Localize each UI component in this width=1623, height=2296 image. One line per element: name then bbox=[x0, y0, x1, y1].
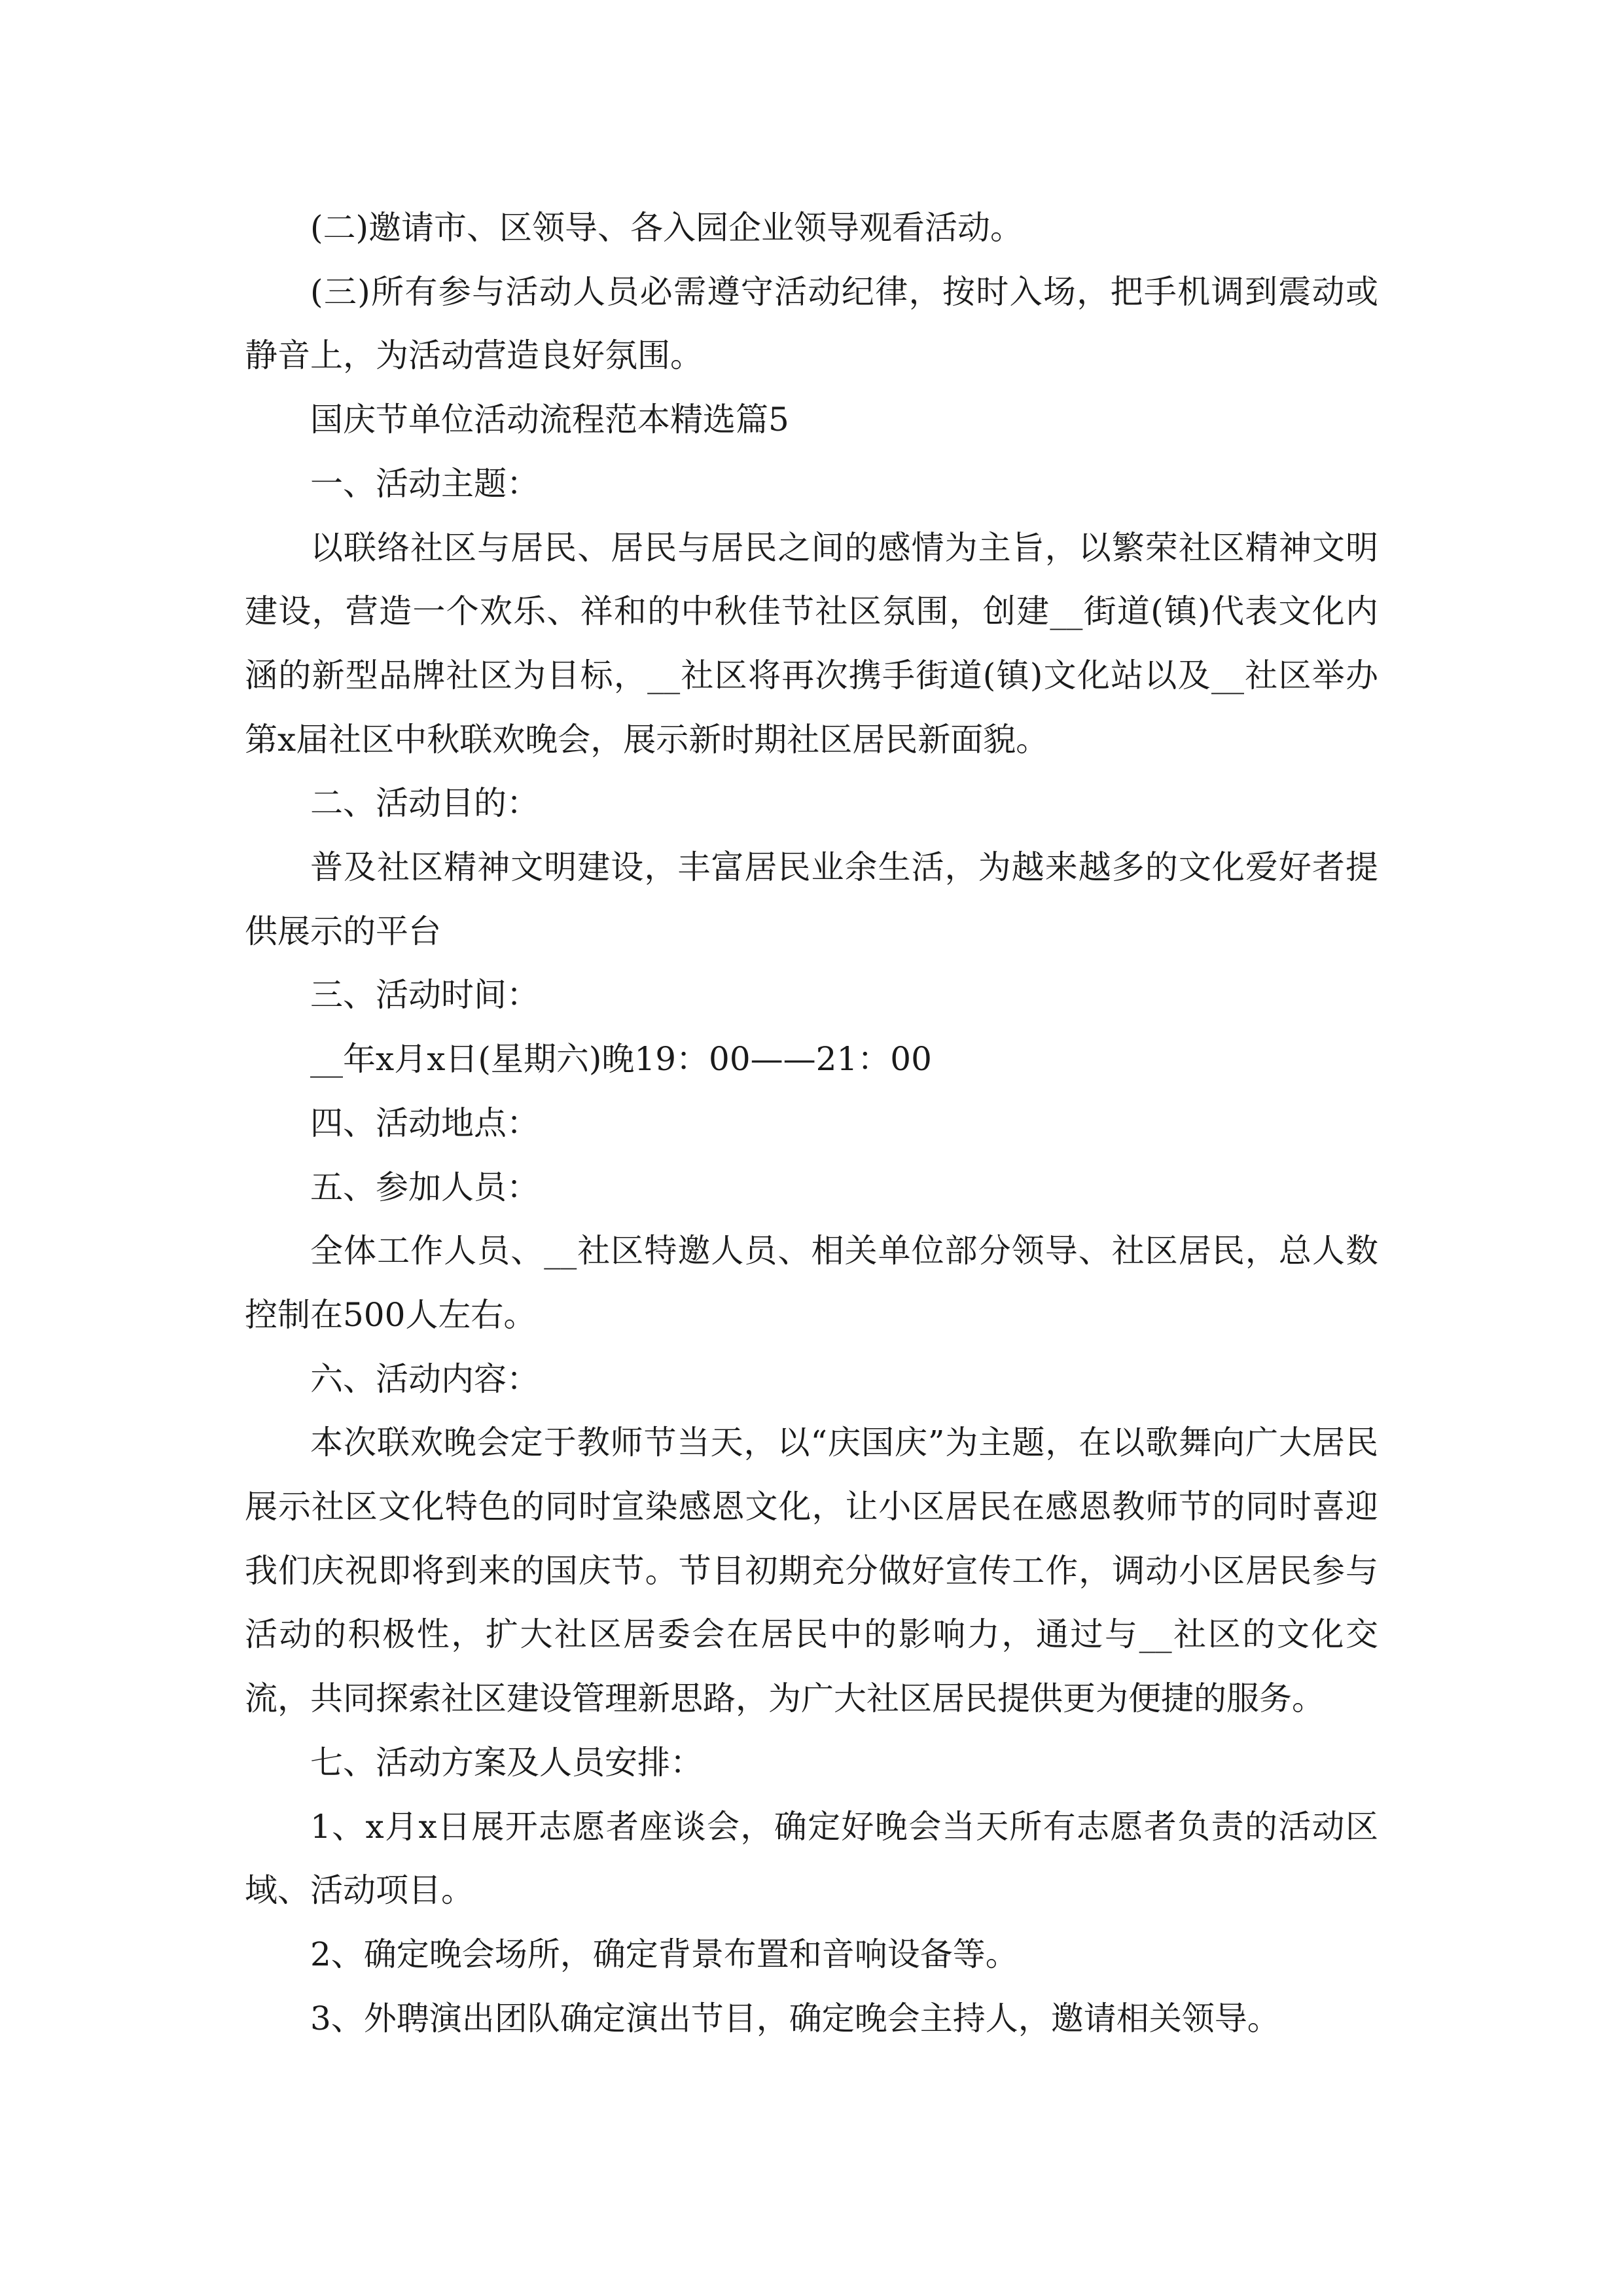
heading-activity-purpose: 二、活动目的： bbox=[310, 784, 539, 823]
paragraph-participants: 全体工作人员、__社区特邀人员、相关单位部分领导、社区居民，总人数控制在500人左右。 bbox=[245, 1232, 1378, 1334]
document-body bbox=[245, 196, 1378, 2051]
heading-participants: 五、参加人员： bbox=[310, 1168, 539, 1206]
list-item-performers: 3、外聘演出团队确定演出节目，确定晚会主持人，邀请相关领导。 bbox=[310, 1999, 1280, 2037]
paragraph-activity-content: 本次联欢晚会定于教师节当天，以“庆国庆”为主题，在以歌舞向广大居民展示社区文化特色的同时宣染感恩文化，让小区居民在感恩教师节的同时喜迎我们庆祝即将到来的国庆节。节目初期充分做好宣传工作，调动小区居民参与活动的积极性，扩大社区居委会在居民中的影响力，通过与__社区的文化交流，共同探索社区建设管理新思路，为广大社区居民提供更为便捷的服务。 bbox=[245, 1424, 1378, 1718]
paragraph-invite-leaders: (二)邀请市、区领导、各入园企业领导观看活动。 bbox=[310, 209, 1024, 247]
paragraph-activity-purpose: 普及社区精神文明建设，丰富居民业余生活，为越来越多的文化爱好者提供展示的平台 bbox=[245, 848, 1378, 950]
paragraph-activity-time: __年x月x日(星期六)晚19：00——21：00 bbox=[310, 1040, 932, 1079]
heading-activity-content: 六、活动内容： bbox=[310, 1359, 539, 1398]
paragraph-discipline: (三)所有参与活动人员必需遵守活动纪律，按时入场，把手机调到震动或静音上，为活动营造良好氛围。 bbox=[245, 272, 1378, 375]
section-title-part5: 国庆节单位活动流程范本精选篇5 bbox=[310, 401, 789, 439]
heading-activity-time: 三、活动时间： bbox=[310, 976, 539, 1014]
list-item-venue: 2、确定晚会场所，确定背景布置和音响设备等。 bbox=[310, 1935, 1018, 1973]
list-item-volunteer-meeting: 1、x月x日展开志愿者座谈会，确定好晚会当天所有志愿者负责的活动区域、活动项目。 bbox=[245, 1807, 1378, 1910]
paragraph-activity-theme: 以联络社区与居民、居民与居民之间的感情为主旨，以繁荣社区精神文明建设，营造一个欢乐、祥和的中秋佳节社区氛围，创建__街道(镇)代表文化内涵的新型品牌社区为目标，__社区将再次携手街道(镇)文化站以及__社区举办第x届社区中秋联欢晚会，展示新时期社区居民新面貌。 bbox=[245, 528, 1378, 759]
heading-plan-staffing: 七、活动方案及人员安排： bbox=[310, 1743, 703, 1782]
heading-activity-theme: 一、活动主题： bbox=[310, 464, 539, 503]
heading-activity-location: 四、活动地点： bbox=[310, 1103, 539, 1142]
